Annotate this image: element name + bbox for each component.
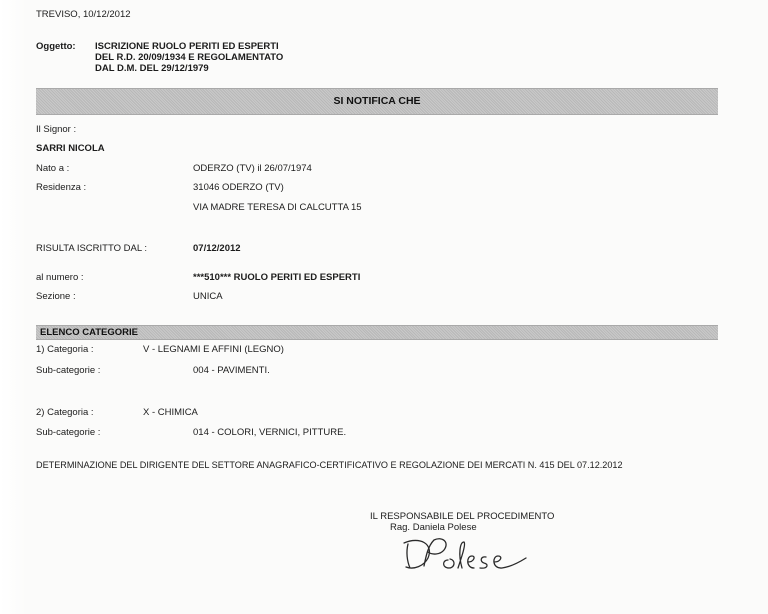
born-value: ODERZO (TV) il 26/07/1974 <box>193 163 312 174</box>
residence-label: Residenza : <box>36 182 87 193</box>
determination-text: DETERMINAZIONE DEL DIRIGENTE DEL SETTORE ANAGRAFICO-CERTIFICATIVO E REGOLAZIONE DEI MERCATI N. 415 DEL 07.12.2012 <box>36 460 623 470</box>
subcategory-1-value: 004 - PAVIMENTI. <box>193 365 270 376</box>
registered-since-value: 07/12/2012 <box>193 243 241 254</box>
registered-since-label: RISULTA ISCRITTO DAL : <box>36 243 148 254</box>
category-1-label: 1) Categoria : <box>36 344 94 355</box>
handwritten-signature <box>394 528 564 576</box>
subcategory-2-value: 014 - COLORI, VERNICI, PITTURE. <box>193 427 347 438</box>
scan-edge <box>0 0 26 614</box>
notice-banner <box>36 88 718 115</box>
section-value: UNICA <box>193 291 223 302</box>
subject-line-3: DAL D.M. DEL 29/12/1979 <box>95 63 209 74</box>
categories-banner-title: ELENCO CATEGORIE <box>40 327 138 338</box>
category-2-label: 2) Categoria : <box>36 407 94 418</box>
category-1-value: V - LEGNAMI E AFFINI (LEGNO) <box>143 344 284 355</box>
title-label: Il Signor : <box>36 124 77 135</box>
subject-line-2: DEL R.D. 20/09/1934 E REGOLAMENTATO <box>95 52 284 63</box>
place-date: TREVISO, 10/12/2012 <box>36 9 131 20</box>
notice-banner-title: SI NOTIFICA CHE <box>333 95 421 107</box>
number-value: ***510*** RUOLO PERITI ED ESPERTI <box>193 272 361 283</box>
number-label: al numero : <box>36 272 84 283</box>
subcategory-2-label: Sub-categorie : <box>36 427 101 438</box>
subcategory-1-label: Sub-categorie : <box>36 365 101 376</box>
category-2-value: X - CHIMICA <box>143 407 198 418</box>
subject-line-1: ISCRIZIONE RUOLO PERITI ED ESPERTI <box>95 41 279 52</box>
section-label: Sezione : <box>36 291 76 302</box>
residence-line-1: 31046 ODERZO (TV) <box>193 182 284 193</box>
residence-line-2: VIA MADRE TERESA DI CALCUTTA 15 <box>193 202 362 213</box>
born-label: Nato a : <box>36 163 70 174</box>
person-name: SARRI NICOLA <box>36 143 105 154</box>
signature-role: IL RESPONSABILE DEL PROCEDIMENTO <box>370 511 555 522</box>
signature-name: Rag. Daniela Polese <box>390 522 477 533</box>
categories-banner <box>36 325 718 340</box>
subject-label: Oggetto: <box>36 41 76 52</box>
